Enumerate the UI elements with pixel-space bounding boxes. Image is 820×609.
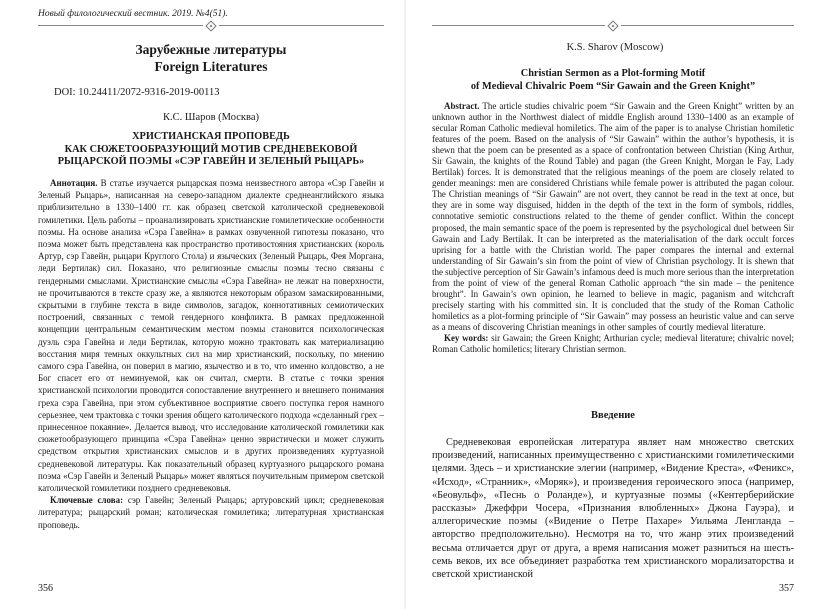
title-line: of Medieval Chivalric Poem “Sir Gawain and the Green Knight” (470, 80, 756, 92)
title-line: РЫЦАРСКОЙ ПОЭМЫ «СЭР ГАВЕЙН И ЗЕЛЕНЫЙ РЫЦАРЬ» (57, 156, 365, 167)
page-gutter (404, 0, 406, 609)
title-line: Christian Sermon as a Plot-forming Motif (520, 68, 706, 79)
article-title-en (432, 68, 794, 93)
title-line: КАК СЮЖЕТООБРАЗУЮЩИЙ МОТИВ СРЕДНЕВЕКОВОЙ (64, 143, 358, 155)
abstract-label-en: Abstract. (444, 101, 480, 111)
abstract-label-ru: Аннотация. (50, 178, 98, 188)
article-title-ru (38, 131, 384, 169)
keywords-paragraph-ru (38, 494, 384, 531)
keywords-text-en: sir Gawain; the Green Knight; Arthurian cycle; medieval literature; chivalric novel; Roman Catholic homiletics; literary Christian sermon. (432, 332, 795, 355)
abstract-text-en: The article studies chivalric poem “Sir Gawain and the Green Knight” written by an unknown author in the Northwest dialect of middle English around 1330–1400 as an example of secular Roman Catholic medieval homiletics. The aim of the paper is to analyse Christian homiletic features of the poem. Based on the analysis of “Sir Gawain” within the author’s hypothesis, it is shewn that the poem can be presented as a space of confrontation between Christian (King Arthur, Sir Gawain, the knights of the Round Table) and pagan (the Green Knight, Morgan le Fay, Lady Bertilak) forces. It is demonstrated that the religious meanings of the poem are closely related to gender meanings: men are considered Christians while female power is attributed the pagan colour. The Christian meanings of “Sir Gawain” are not overt, they cannot be read in the text at once, but they are in some way disguised, hidden in the depth of the text in the form of symbols, riddles, connotative semiotic constructions related to the theme of gender conflict. Within the concept proposed, the main semantic space of the poem is represented by the psychological duel between Sir Gawain and Lady Bertilak. It can be interpreted as the materialisation of the dark occult forces uprising for a battle with the Christian world. The paper compares the internal and external understanding of Sir Gawain’s sin from the point of view of Christian psychology. It is shewn that the subjective perception of Sir Gawain’s infamous deed is much more serious than the interpretation from the point of view of the general Roman Catholic approach “the sin made – the penitence brought”. In Gawain’s own opinion, he learned to believe in magic, paganism and witchcraft precisely starting with his committed sin. It is concluded that the study of the Roman Catholic homiletics as a plot-forming principle of “Sir Gawain” may possess an heuristic value and can serve as a means of discovering Christian meanings in other samples of courtly medieval literature. (432, 101, 794, 332)
section-title-ru: Зарубежные литературы (135, 42, 287, 57)
section-title-en: Foreign Literatures (154, 59, 268, 74)
header-ornament (38, 22, 384, 30)
doi: DOI: 10.24411/2072-9316-2019-00113 (54, 87, 220, 98)
right-page (410, 0, 820, 609)
keywords-paragraph-en (432, 333, 794, 355)
abstract-paragraph-ru (38, 177, 384, 494)
intro-paragraph: Средневековая европейская литература являет нам множество светских произведений, написанных преимущественно с христианскими гомилетическими целями. Здесь – и христианские элегии (например, «Видение Креста», «Феникс», «Исход», «Странник», «Моряк»), и произведения героического эпоса (например, «Беовульф», «Песнь о Роланде»), и куртуазные поэмы («Кентерберийские рассказы» Джеффри Чосера, «Признания влюбленных» Джона Гауэра), и аллегорические поэмы («Видение о Петре Пахаре» Уильяма Ленгланда – авторство предположительно). Несмотря на то, что жанр этих произведений весьма отличается друг от друга, а время написания может разниться на шесть-семь веков, их все объединяет разработка тем христианского морализаторства и светской христианской (432, 437, 794, 581)
keywords-label-ru: Ключевые слова: (50, 495, 124, 506)
journal-running-head: Новый филологический вестник. 2019. №4(51). (38, 9, 228, 19)
intro-heading: Введение (591, 410, 635, 421)
abstract-ru (38, 177, 384, 531)
keywords-text-ru: сэр Гавейн; Зеленый Рыцарь; артуровский цикл; средневековая литература; рыцарский роман; католическая гомилетика; литературная христианская проповедь. (38, 495, 384, 530)
abstract-en (432, 101, 794, 355)
abstract-paragraph-en (432, 101, 794, 333)
header-ornament (432, 22, 794, 30)
abstract-text-ru: В статье изучается рыцарская поэма неизвестного автора «Сэр Гавейн и Зеленый Рыцарь», написанная на северо-западном диалекте среднеанглийского языка приблизительно в 1330–1400 гг. как образец светской католической средневековой гомилетики. Цель работы – проанализировать христианские гомилетические особенности поэмы. На основе анализа «Сэра Гавейна» в рамках озвученной гипотезы показано, что поэма может быть представлена как пространство противостояния христианских (король Артур, сэр Гавейн, рыцари Круглого Стола) и языческих (Зеленый Рыцарь, Фея Моргана, леди Бертилак) сил. Показано, что религиозные смыслы поэмы тесно связаны с гендерными смыслами. Христианские смыслы «Сэра Гавейна» не лежат на поверхности, не прочитываются в тексте сразу же, а являются некоторым образом замаскированными, скрытыми в глубине текста в виде символов, загадок, коннотативных семиотических построений, связанных с темой гендерного конфликта. В рамках предложенной концепции центральным семантическим местом поэмы становится психологическая дуэль сэра Гавейна и леди Бертилак, которую можно трактовать как материализацию восстания миря темных оккультных сил на мир христианский, поскольку, по мнению самого сэра Гавейна, он поверил в магию, язычество и в то, что именно колдовство, а не Бог спасет его от неминуемой, как он считал, смерти. В статье с точки зрения христианской психологии проводится сопоставление внутреннего и внешнего понимания греха сэра Гавейна, при этом субъективное восприятие своего поступка героя намного серьезнее, чем трактовка с точки зрения общего католического подхода «сделанный грех – принесенное покаяние». Делается вывод, что исследование католической гомилетики как сюжетообразующего принципа «Сэра Гавейна» ценно эвристически и может служить средством открытия христианских смыслов и в других произведениях куртуазной средневековой литературы. Как показательный образец куртуазного рыцарского романа поэма «Сэр Гавейн и Зеленый Рыцарь» может являться поучительным примером светской католической гомилетики позднего средневековья. (38, 178, 385, 494)
author-ru: К.С. Шаров (Москва) (162, 112, 260, 123)
title-line: ХРИСТИАНСКАЯ ПРОПОВЕДЬ (132, 131, 290, 142)
section-title (38, 41, 384, 75)
left-page (0, 0, 402, 609)
author-en: K.S. Sharov (Moscow) (566, 42, 664, 53)
keywords-label-en: Key words: (444, 332, 489, 343)
page-number-left: 356 (38, 583, 53, 594)
intro-body (432, 436, 794, 581)
page-number-right: 357 (779, 583, 794, 594)
